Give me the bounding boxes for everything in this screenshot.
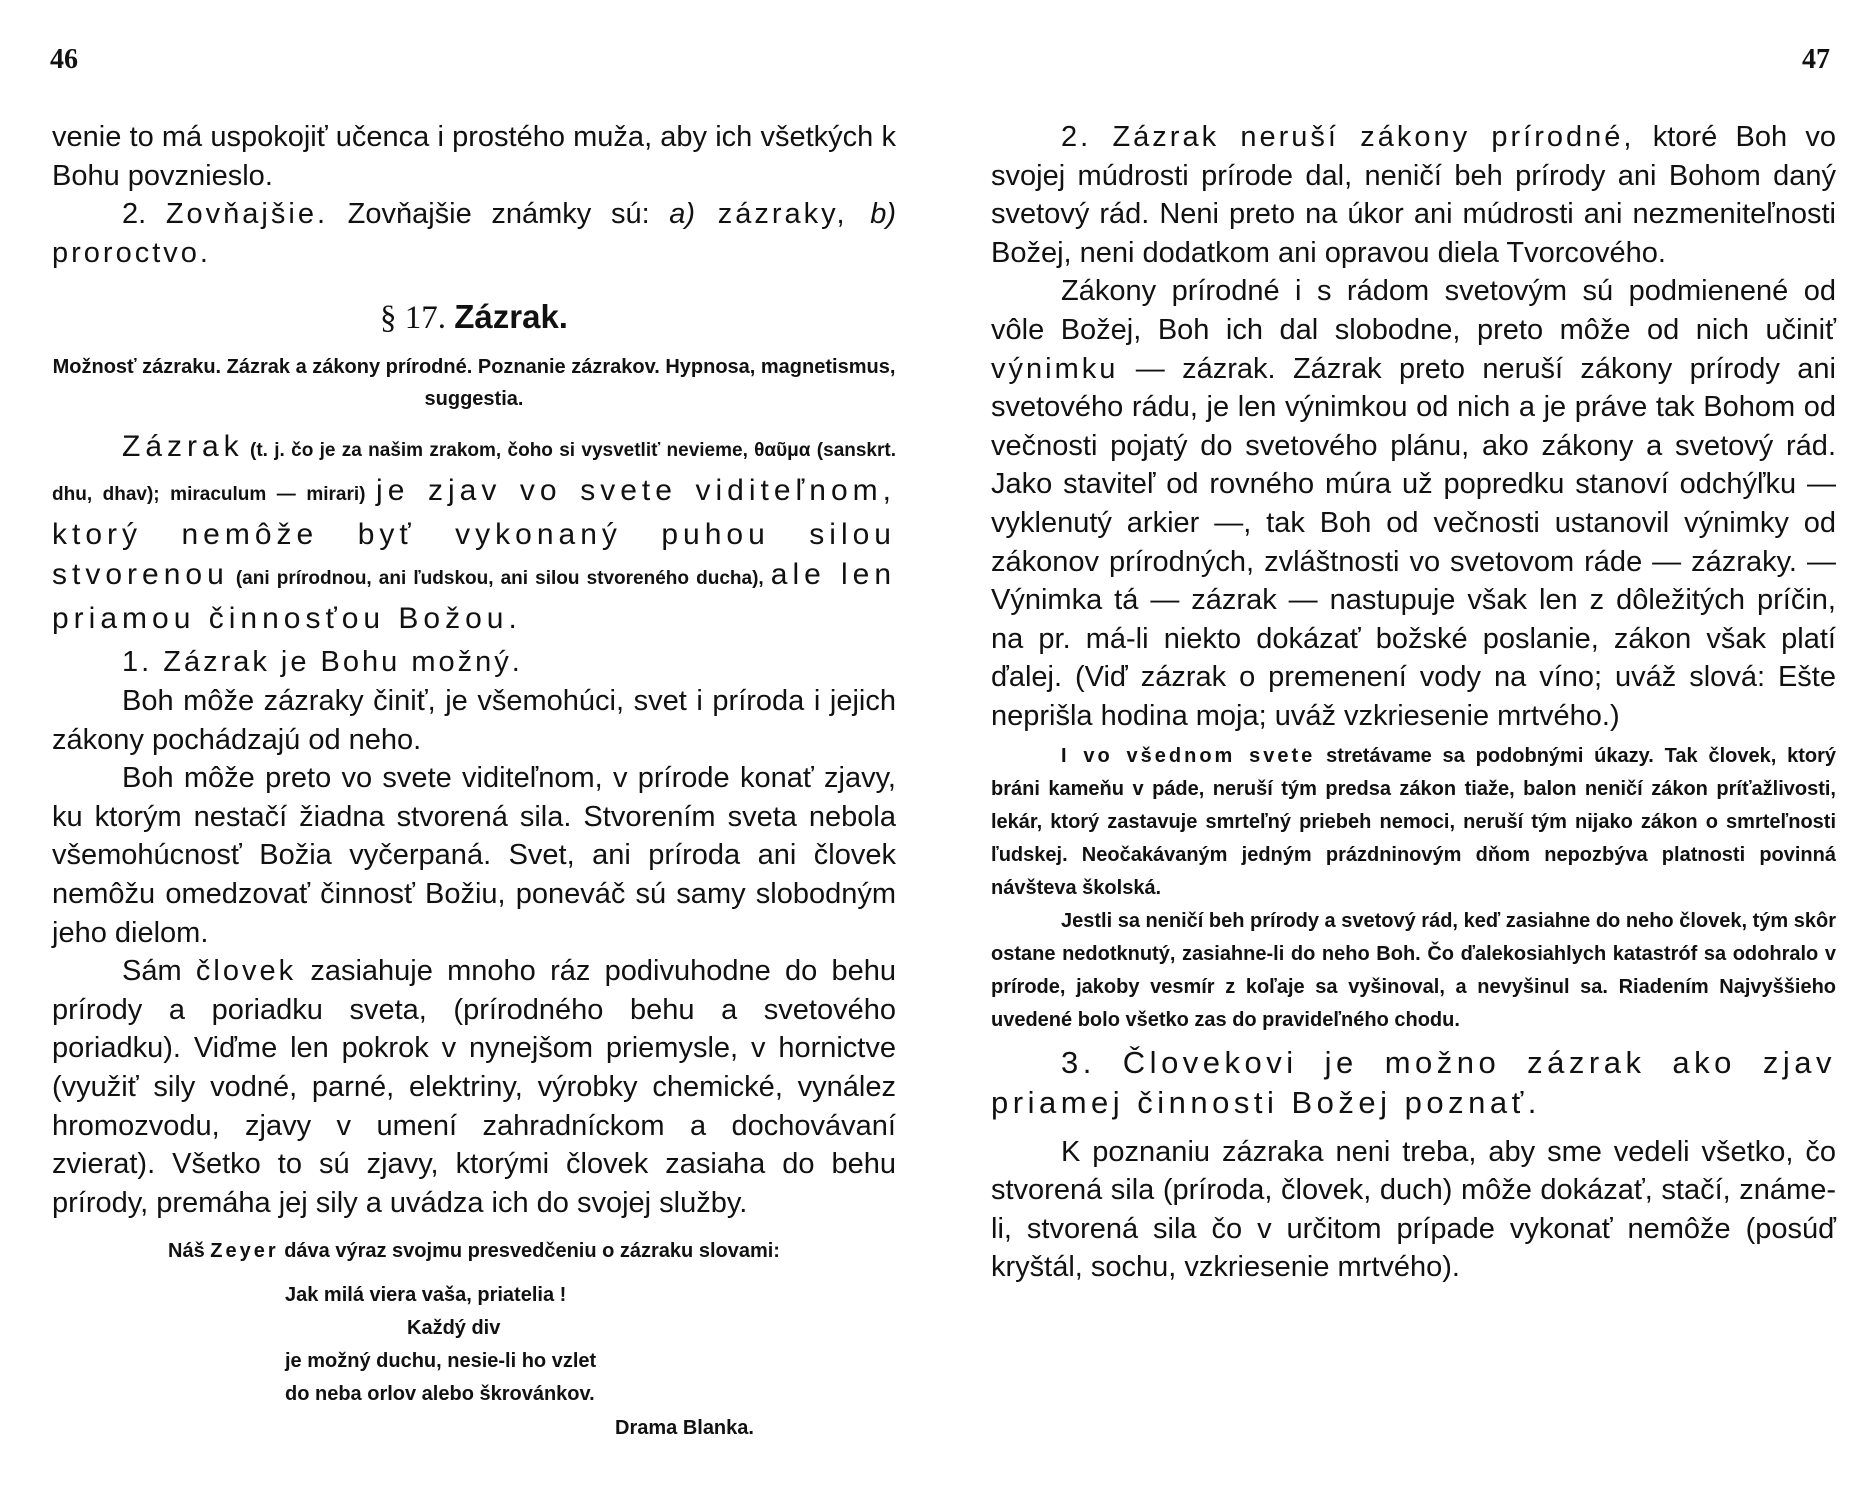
text-span: a) <box>669 198 696 231</box>
poem-line: do neba orlov alebo škrovánkov. <box>285 1383 595 1406</box>
spaced-text: I vo všednom svete <box>1061 744 1316 767</box>
text-span: ktoré Boh vo svojej múdrosti prírode dal, neničí beh prírody ani Bohom daný svetový rád. Neni preto na úkor ani múdrosti ani nezmeniteľnosti Božej, neni dodatkom ani opravou diela Tvorcového. <box>991 121 1836 269</box>
text-span: b) <box>870 198 896 231</box>
spaced-text: 2. Zázrak neruší zákony prírodné, <box>1061 121 1635 153</box>
spaced-word: výnimku <box>991 352 1119 385</box>
spaced-word: Zázrak <box>122 430 244 464</box>
page-number: 47 <box>1802 44 1830 75</box>
poem-line: je možný duchu, nesie-li ho vzlet <box>285 1350 597 1373</box>
quote-intro <box>52 1240 896 1263</box>
section-number: § 17. <box>380 300 455 337</box>
subsection-heading: 3. Človekovi je možno zázrak ako zjav priamej činnosti Božej poznať. <box>991 1044 1836 1120</box>
text-span: stretávame sa podobnými úkazy. Tak človek, ktorý bráni kameňu v páde, neruší tým predsa zákon tiaže, balon neničí zákon príťažlivosti, lekár, ktorý zastavuje smrteľný priebeh nemoci, neruší tým nijako zákon o smrteľnosti ľudskej. Neočakávaným jedným prázdninovým dňom nepozbýva platnosti povinná návšteva školská. <box>991 744 1836 899</box>
paragraph <box>991 118 1836 272</box>
section-title: Zázrak. <box>454 298 568 336</box>
small-text: (ani prírodnou, ani ľudskou, ani silou stvoreného ducha), <box>228 568 771 590</box>
text-span: Zákony prírodné i s rádom svetovým sú podmienené od vôle Božej, Boh ich dal slobodne, preto môže od nich učiniť <box>991 275 1836 346</box>
definition-paragraph <box>52 427 896 639</box>
left-column <box>52 118 896 1440</box>
spaced-word: Zeyer <box>210 1240 279 1263</box>
small-text: (t. j. čo je za našim zrakom, čoho si vysvetliť nevieme, θαῦμα (sanskrt. dhu, dhav); miraculum — mirari) <box>52 440 896 506</box>
small-paragraph <box>991 740 1836 905</box>
text-span: — zázrak. Zázrak preto neruší zákony prírody ani svetového rádu, je len výnimkou od nich a je práve tak Bohom od večnosti pojatý do svetového plánu, ako zákony a svetový rád. Jako staviteľ od rovného múra už popredku stanoví odchýľku — vyklenutý arkier —, tak Boh od večnosti ustanovil výnimky od zákonov prírodných, zvláštnosti vo svetovom ráde — zázraky. — Výnimka tá — zázrak — nastupuje však len z dôležitých príčin, na pr. má-li niekto dokázať božské poslanie, zákon však platí ďalej. (Viď zázrak o premenení vody na víno; uváž slová: Ešte neprišla hodina moja; uváž vzkriesenie mrtvého.) <box>991 352 1836 732</box>
section-subheading: Možnosť zázraku. Zázrak a zákony prírodné. Poznanie zázrakov. Hypnosa, magnetismus, suggestia. <box>52 356 896 411</box>
spaced-word: Zovňajšie. <box>165 198 328 231</box>
paragraph <box>991 272 1836 735</box>
poem <box>285 1279 896 1411</box>
paragraph: K poznaniu zázraka neni treba, aby sme vedeli všetko, čo stvorená sila (príroda, človek, duch) môže dokázať, stačí, známe-li, stvorená sila čo v určitom prípade vykonať nemôže (posúď kryštál, sochu, vzkriesenie mrtvého). <box>991 1135 1836 1284</box>
text-span: Zovňajšie známky sú: <box>328 198 670 231</box>
poem-line: Jak milá viera vaša, priatelia ! <box>285 1284 567 1307</box>
section-heading <box>52 298 896 337</box>
right-column <box>991 118 1836 1287</box>
subsection-heading: 1. Zázrak je Bohu možný. <box>122 646 523 679</box>
text-span: dáva výraz svojmu presvedčeniu o zázraku slovami: <box>278 1240 780 1263</box>
spaced-word: človek <box>195 955 297 988</box>
text-span: Náš <box>168 1240 211 1263</box>
spaced-text: je zjav vo svete viditeľnom, ktorý nemôže byť vykonaný puhou silou stvorenou <box>52 474 896 592</box>
right-page <box>937 0 1874 1500</box>
paragraph <box>52 195 896 272</box>
paragraph: venie to má uspokojiť učenca i prostého muža, aby ich všetkých k Bohu povznieslo. <box>52 121 896 192</box>
text-span: 2. <box>122 198 166 231</box>
spaced-word: zázraky, <box>695 198 871 231</box>
spaced-word: proroctvo. <box>52 236 211 269</box>
small-paragraph: Jestli sa neničí beh prírody a svetový rád, keď zasiahne do neho človek, tým skôr ostane nedotknutý, zasiahne-li do neho Boh. Čo ďalekosiahlych katastróf sa odohralo v prírode, jakoby vesmír z koľaje sa vyšinoval, a nevyšinul sa. Riadením Najvyššieho uvedené bolo všetko zas do pravideľného chodu. <box>991 909 1836 1031</box>
paragraph <box>52 952 896 1222</box>
text-span: zasiahuje mnoho ráz podivuhodne do behu prírody a poriadku sveta, (prírodného behu a svetového poriadku). Viďme len pokrok v nynejšom priemysle, v hornictve (využiť sily vodné, parné, elektriny, výrobky chemické, vynález hromozvodu, zjavy v umení zahradníckom a dochovávaní zvierat). Všetko to sú zjavy, ktorými človek zasiaha do behu prírody, premáha jej sily a uvádza ich do svojej služby. <box>52 955 896 1219</box>
spaced-text: ale len priamou činnosťou Božou. <box>52 558 897 636</box>
poem-source: Drama Blanka. <box>615 1417 754 1440</box>
paragraph: Boh môže zázraky činiť, je všemohúci, svet i príroda i jejich zákony pochádzajú od neho. <box>52 684 896 756</box>
text-span: Sám <box>122 955 196 988</box>
poem-line: Každý div <box>407 1317 501 1340</box>
paragraph: Boh môže preto vo svete viditeľnom, v prírode konať zjavy, ku ktorým nestačí žiadna stvorená sila. Stvorením sveta nebola všemohúcnosť Božia vyčerpaná. Svet, ani príroda ani človek nemôžu omedzovať činnosť Božiu, poneváč sú samy slobodným jeho dielom. <box>52 762 896 949</box>
page-number: 46 <box>50 44 78 75</box>
